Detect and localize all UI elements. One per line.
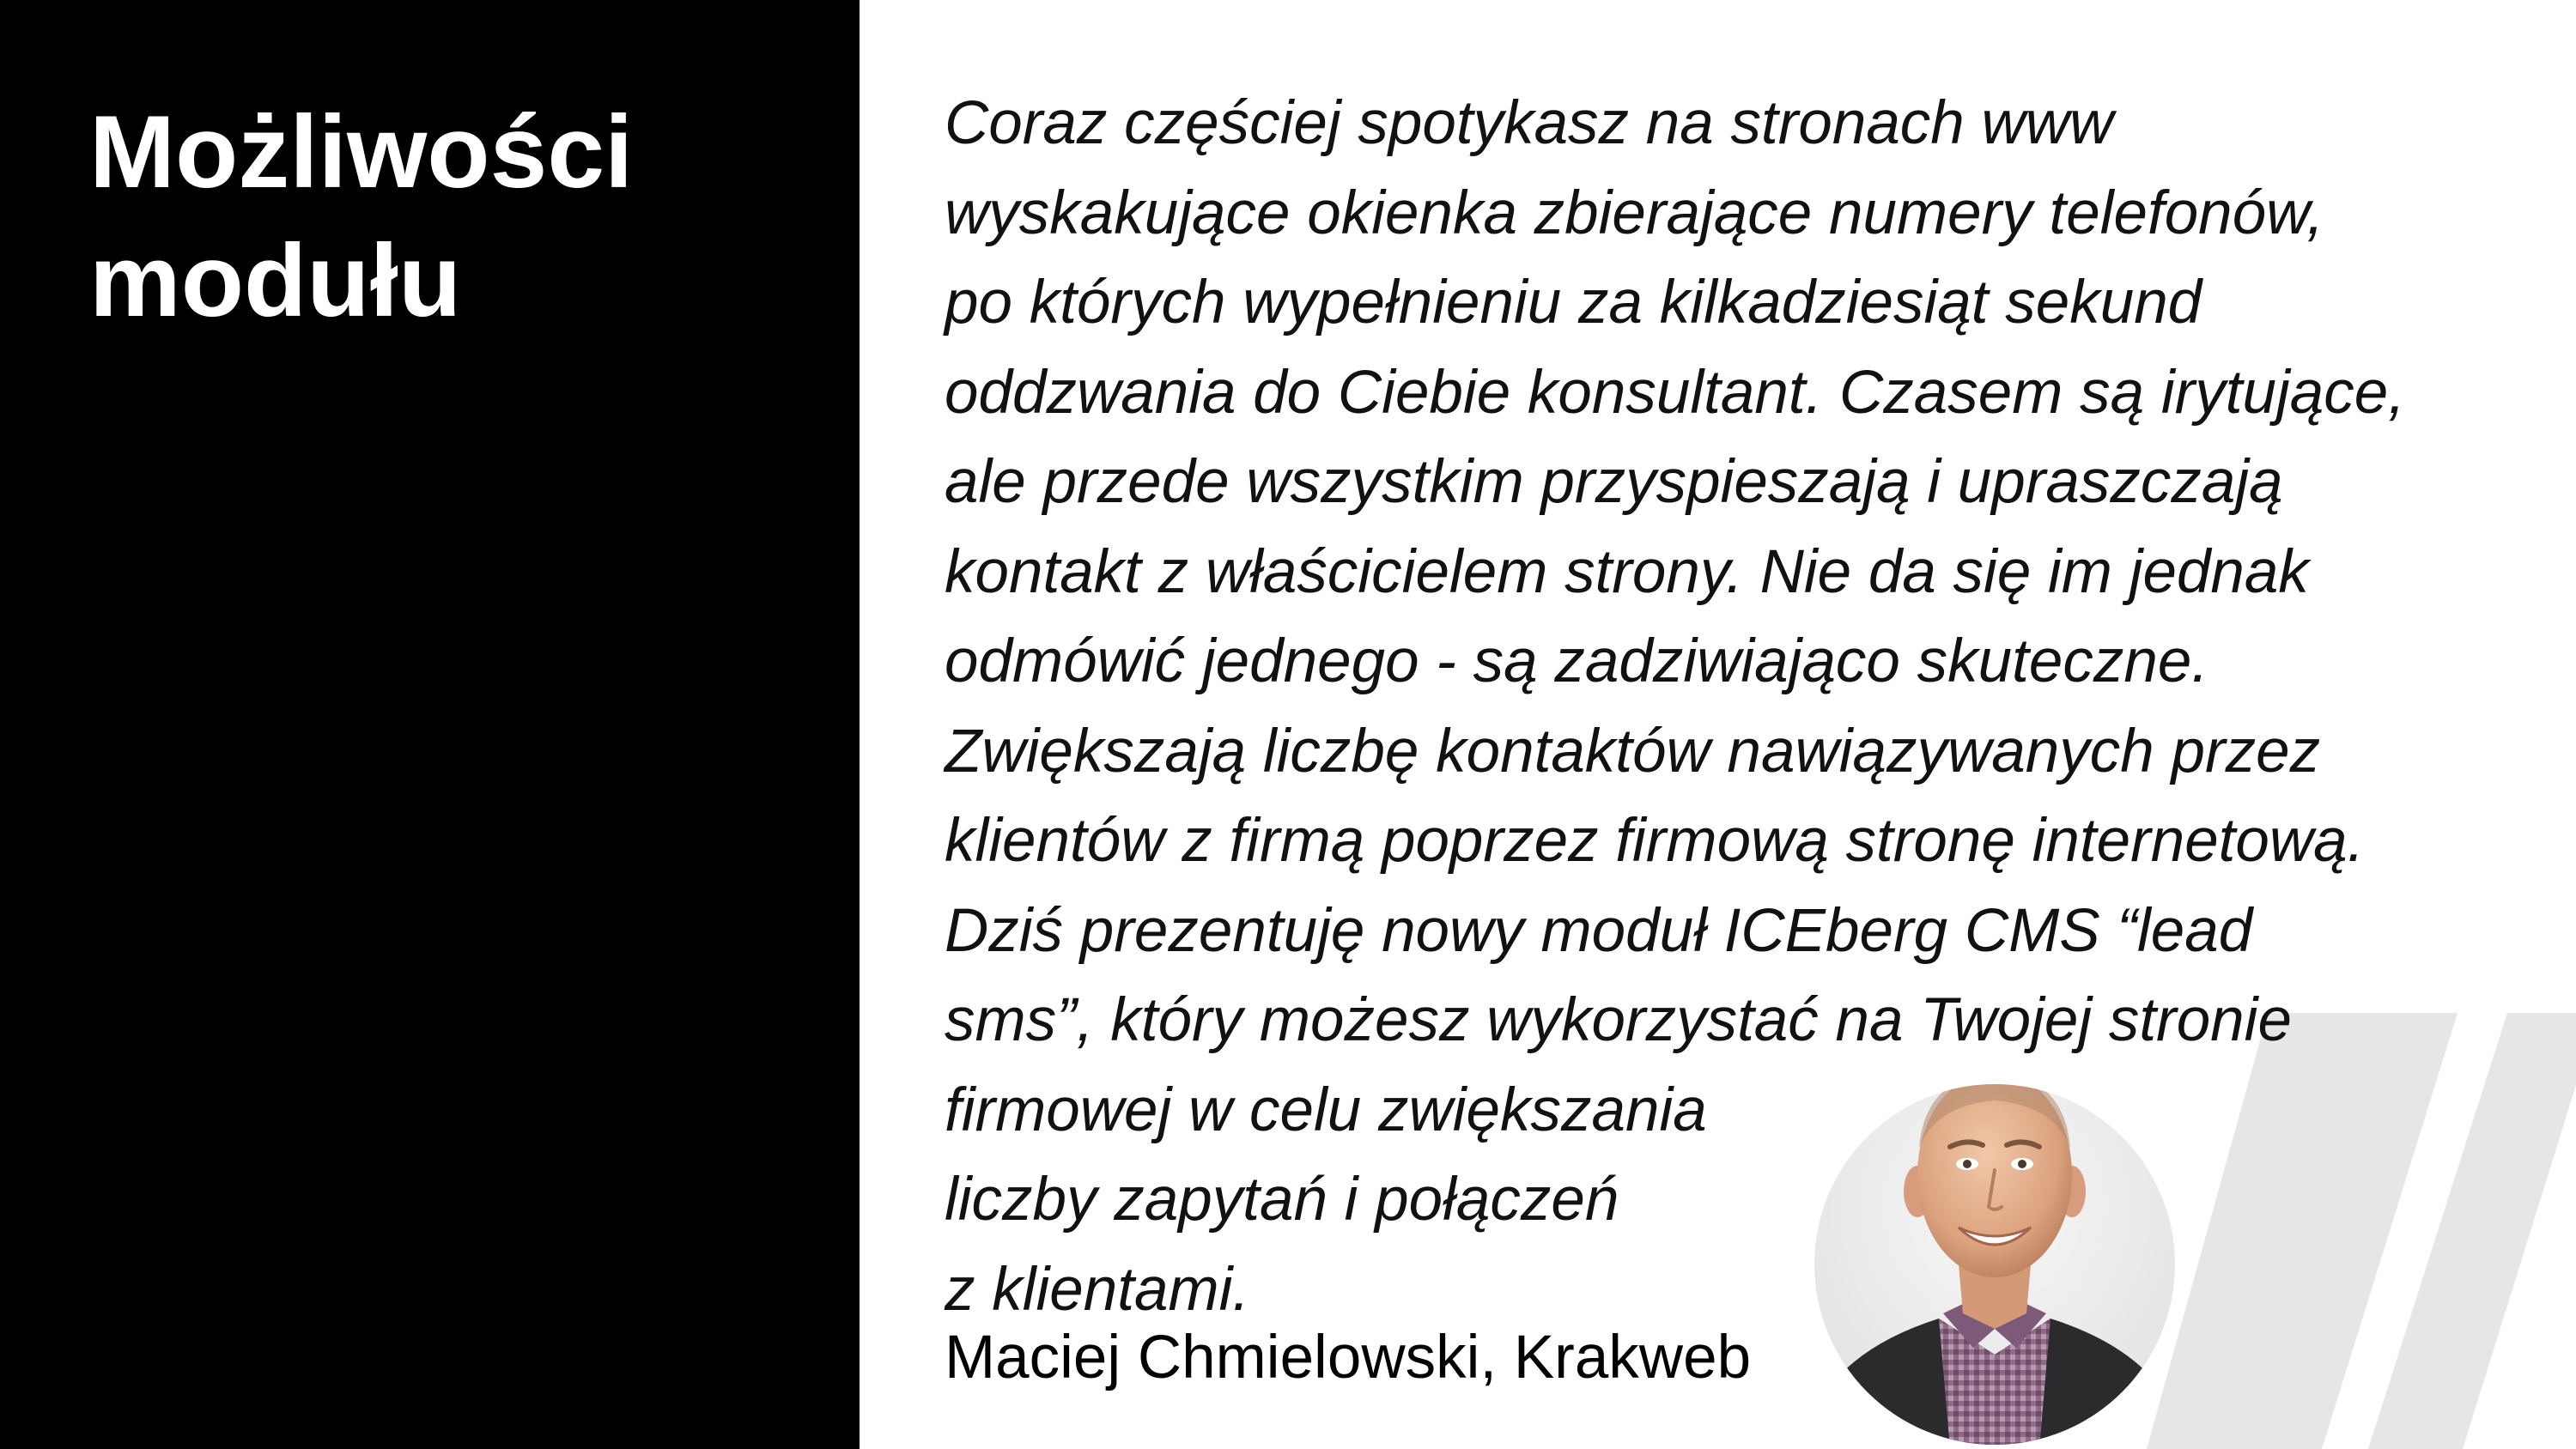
quote-text [945, 79, 2405, 1335]
author-name: Maciej Chmielowski, Krakweb [945, 1324, 1752, 1391]
quote-line: sms”, który możesz wykorzystać na Twojej stronie [945, 986, 2292, 1054]
quote-line: oddzwania do Ciebie konsultant. Czasem są irytujące, [945, 358, 2405, 427]
quote-line: z klientami. [945, 1255, 1250, 1324]
quote-line: kontakt z właścicielem strony. Nie da się im jednak [945, 537, 2309, 606]
quote-line: liczby zapytań i połączeń [945, 1166, 1619, 1234]
slide-title [89, 88, 828, 345]
slide-title-line-1: Możliwości [89, 94, 634, 209]
quote-line: odmówić jednego - są zadziwiająco skuteczne. [945, 627, 2209, 695]
slide-title-line-2: modułu [89, 223, 462, 338]
portrait-photo-icon [1814, 1046, 2175, 1449]
quote-line: ale przede wszystkim przyspieszają i upraszczają [945, 448, 2283, 516]
title-panel [0, 0, 860, 1449]
quote-line: po których wypełnieniu za kilkadziesiąt sekund [945, 269, 2202, 336]
quote-line: firmowej w celu zwiększania [945, 1076, 1707, 1144]
quote-line: klientów z firmą poprzez firmową stronę internetową. [945, 807, 2365, 875]
quote-line: Coraz częściej spotykasz na stronach www [945, 89, 2114, 157]
quote-line: wyskakujące okienka zbierające numery telefonów, [945, 179, 2324, 247]
quote-line: Dziś prezentuję nowy moduł ICEberg CMS “lead [945, 896, 2253, 965]
quote-line: Zwiększają liczbę kontaktów nawiązywanych przez [945, 717, 2321, 785]
portrait-photo [1814, 1046, 2175, 1449]
